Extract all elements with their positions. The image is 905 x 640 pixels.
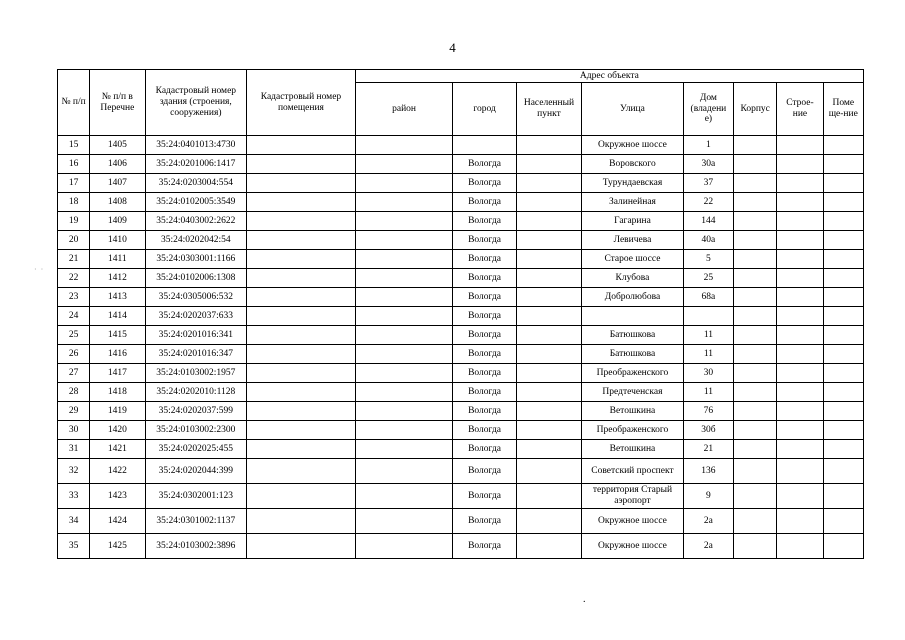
- cell-pomeshchenie: [823, 136, 863, 155]
- cell-city: [453, 136, 516, 155]
- cell-street: Добролюбова: [582, 288, 684, 307]
- cell-num: 29: [58, 402, 90, 421]
- cell-stroenie: [777, 231, 823, 250]
- cell-premises-cadastral: [247, 174, 356, 193]
- cell-num: 30: [58, 421, 90, 440]
- cell-district: [355, 212, 453, 231]
- cell-locality: [516, 383, 581, 402]
- cell-house: 40а: [683, 231, 733, 250]
- cell-premises-cadastral: [247, 136, 356, 155]
- cell-premises-cadastral: [247, 212, 356, 231]
- cell-korpus: [734, 174, 777, 193]
- cell-list-num: 1410: [90, 231, 145, 250]
- cell-korpus: [734, 193, 777, 212]
- cell-city: Вологда: [453, 364, 516, 383]
- cell-district: [355, 174, 453, 193]
- cell-city: Вологда: [453, 345, 516, 364]
- cell-pomeshchenie: [823, 269, 863, 288]
- cell-street: Старое шоссе: [582, 250, 684, 269]
- cell-street: Предтеченская: [582, 383, 684, 402]
- cell-locality: [516, 250, 581, 269]
- table-row: [58, 307, 864, 326]
- cell-locality: [516, 509, 581, 534]
- cell-street: Преображенского: [582, 421, 684, 440]
- cell-pomeshchenie: [823, 212, 863, 231]
- cell-locality: [516, 402, 581, 421]
- cell-num: 21: [58, 250, 90, 269]
- cell-city: Вологда: [453, 484, 516, 509]
- cell-stroenie: [777, 364, 823, 383]
- cell-korpus: [734, 326, 777, 345]
- cell-city: Вологда: [453, 174, 516, 193]
- cell-city: Вологда: [453, 326, 516, 345]
- cell-korpus: [734, 509, 777, 534]
- table-row: [58, 136, 864, 155]
- header-premises-cadastral: Кадастровый номер помещения: [247, 70, 356, 136]
- cell-street: Преображенского: [582, 364, 684, 383]
- header-locality: Населенный пункт: [516, 83, 581, 136]
- cell-premises-cadastral: [247, 402, 356, 421]
- cell-locality: [516, 136, 581, 155]
- cell-premises-cadastral: [247, 509, 356, 534]
- table-row: [58, 534, 864, 559]
- cell-city: Вологда: [453, 155, 516, 174]
- cell-street: Гагарина: [582, 212, 684, 231]
- cell-building-cadastral: 35:24:0403002:2622: [145, 212, 247, 231]
- cell-locality: [516, 269, 581, 288]
- cell-locality: [516, 231, 581, 250]
- table-row: [58, 364, 864, 383]
- registry-table: [57, 69, 864, 559]
- cell-list-num: 1408: [90, 193, 145, 212]
- cell-building-cadastral: 35:24:0201006:1417: [145, 155, 247, 174]
- cell-pomeshchenie: [823, 345, 863, 364]
- cell-list-num: 1425: [90, 534, 145, 559]
- cell-pomeshchenie: [823, 440, 863, 459]
- table-row: [58, 440, 864, 459]
- cell-num: 35: [58, 534, 90, 559]
- cell-korpus: [734, 155, 777, 174]
- cell-pomeshchenie: [823, 193, 863, 212]
- cell-premises-cadastral: [247, 269, 356, 288]
- cell-house: 21: [683, 440, 733, 459]
- table-row: [58, 383, 864, 402]
- cell-locality: [516, 421, 581, 440]
- cell-korpus: [734, 534, 777, 559]
- cell-district: [355, 364, 453, 383]
- cell-locality: [516, 288, 581, 307]
- cell-stroenie: [777, 174, 823, 193]
- table-row: [58, 345, 864, 364]
- cell-street: Ветошкина: [582, 402, 684, 421]
- cell-house: 144: [683, 212, 733, 231]
- cell-street: Клубова: [582, 269, 684, 288]
- cell-pomeshchenie: [823, 459, 863, 484]
- cell-korpus: [734, 269, 777, 288]
- cell-list-num: 1413: [90, 288, 145, 307]
- cell-city: Вологда: [453, 193, 516, 212]
- table-row: [58, 326, 864, 345]
- cell-city: Вологда: [453, 440, 516, 459]
- cell-premises-cadastral: [247, 288, 356, 307]
- cell-stroenie: [777, 509, 823, 534]
- cell-district: [355, 534, 453, 559]
- cell-pomeshchenie: [823, 534, 863, 559]
- cell-district: [355, 250, 453, 269]
- cell-premises-cadastral: [247, 440, 356, 459]
- cell-locality: [516, 534, 581, 559]
- cell-locality: [516, 364, 581, 383]
- cell-stroenie: [777, 421, 823, 440]
- cell-locality: [516, 193, 581, 212]
- cell-building-cadastral: 35:24:0401013:4730: [145, 136, 247, 155]
- cell-house: 11: [683, 345, 733, 364]
- cell-house: 2а: [683, 509, 733, 534]
- cell-building-cadastral: 35:24:0301002:1137: [145, 509, 247, 534]
- cell-pomeshchenie: [823, 326, 863, 345]
- cell-district: [355, 155, 453, 174]
- cell-building-cadastral: 35:24:0202044:399: [145, 459, 247, 484]
- cell-house: 22: [683, 193, 733, 212]
- cell-pomeshchenie: [823, 174, 863, 193]
- cell-list-num: 1411: [90, 250, 145, 269]
- cell-stroenie: [777, 345, 823, 364]
- cell-pomeshchenie: [823, 402, 863, 421]
- cell-list-num: 1422: [90, 459, 145, 484]
- cell-street: Ветошкина: [582, 440, 684, 459]
- cell-street: Советский проспект: [582, 459, 684, 484]
- cell-building-cadastral: 35:24:0102006:1308: [145, 269, 247, 288]
- cell-premises-cadastral: [247, 421, 356, 440]
- cell-street: Турундаевская: [582, 174, 684, 193]
- cell-pomeshchenie: [823, 155, 863, 174]
- cell-korpus: [734, 212, 777, 231]
- cell-building-cadastral: 35:24:0202025:455: [145, 440, 247, 459]
- cell-list-num: 1405: [90, 136, 145, 155]
- header-list-num: № п/п в Перечне: [90, 70, 145, 136]
- cell-list-num: 1424: [90, 509, 145, 534]
- cell-locality: [516, 484, 581, 509]
- cell-house: 30б: [683, 421, 733, 440]
- cell-building-cadastral: 35:24:0303001:1166: [145, 250, 247, 269]
- cell-stroenie: [777, 250, 823, 269]
- cell-district: [355, 326, 453, 345]
- cell-premises-cadastral: [247, 231, 356, 250]
- table-row: [58, 288, 864, 307]
- footer-dot: .: [583, 594, 586, 605]
- cell-list-num: 1407: [90, 174, 145, 193]
- cell-building-cadastral: 35:24:0103002:3896: [145, 534, 247, 559]
- cell-korpus: [734, 383, 777, 402]
- cell-num: 16: [58, 155, 90, 174]
- cell-list-num: 1415: [90, 326, 145, 345]
- header-street: Улица: [582, 83, 684, 136]
- cell-house: 1: [683, 136, 733, 155]
- cell-premises-cadastral: [247, 364, 356, 383]
- cell-list-num: 1421: [90, 440, 145, 459]
- table-row: [58, 269, 864, 288]
- cell-num: 31: [58, 440, 90, 459]
- cell-street: Левичева: [582, 231, 684, 250]
- cell-locality: [516, 212, 581, 231]
- table-row: [58, 193, 864, 212]
- cell-district: [355, 459, 453, 484]
- header-pomeshchenie: Поме ще-ние: [823, 83, 863, 136]
- table-row: [58, 509, 864, 534]
- cell-num: 23: [58, 288, 90, 307]
- table-row: [58, 459, 864, 484]
- cell-district: [355, 402, 453, 421]
- cell-house: 30а: [683, 155, 733, 174]
- header-address-group: Адрес объекта: [355, 70, 863, 83]
- cell-building-cadastral: 35:24:0201016:341: [145, 326, 247, 345]
- header-district: район: [355, 83, 453, 136]
- cell-pomeshchenie: [823, 383, 863, 402]
- cell-house: 11: [683, 326, 733, 345]
- cell-city: Вологда: [453, 459, 516, 484]
- cell-premises-cadastral: [247, 484, 356, 509]
- cell-list-num: 1423: [90, 484, 145, 509]
- cell-list-num: 1412: [90, 269, 145, 288]
- cell-city: Вологда: [453, 383, 516, 402]
- cell-district: [355, 231, 453, 250]
- cell-stroenie: [777, 288, 823, 307]
- cell-num: 25: [58, 326, 90, 345]
- cell-city: Вологда: [453, 212, 516, 231]
- cell-city: Вологда: [453, 509, 516, 534]
- cell-stroenie: [777, 459, 823, 484]
- cell-locality: [516, 307, 581, 326]
- cell-stroenie: [777, 155, 823, 174]
- cell-pomeshchenie: [823, 484, 863, 509]
- header-korpus: Корпус: [734, 83, 777, 136]
- header-stroenie: Строе-ние: [777, 83, 823, 136]
- cell-street: [582, 307, 684, 326]
- cell-building-cadastral: 35:24:0202042:54: [145, 231, 247, 250]
- cell-house: 2а: [683, 534, 733, 559]
- cell-pomeshchenie: [823, 288, 863, 307]
- cell-house: 30: [683, 364, 733, 383]
- table-row: [58, 174, 864, 193]
- cell-num: 32: [58, 459, 90, 484]
- cell-street: Окружное шоссе: [582, 136, 684, 155]
- cell-building-cadastral: 35:24:0201016:347: [145, 345, 247, 364]
- cell-locality: [516, 326, 581, 345]
- cell-city: Вологда: [453, 288, 516, 307]
- cell-street: Окружное шоссе: [582, 534, 684, 559]
- cell-city: Вологда: [453, 250, 516, 269]
- cell-num: 22: [58, 269, 90, 288]
- cell-list-num: 1418: [90, 383, 145, 402]
- cell-korpus: [734, 307, 777, 326]
- cell-num: 19: [58, 212, 90, 231]
- cell-building-cadastral: 35:24:0202010:1128: [145, 383, 247, 402]
- page-number: 4: [449, 40, 456, 55]
- cell-stroenie: [777, 326, 823, 345]
- cell-premises-cadastral: [247, 383, 356, 402]
- cell-locality: [516, 440, 581, 459]
- cell-street: Окружное шоссе: [582, 509, 684, 534]
- cell-district: [355, 484, 453, 509]
- cell-korpus: [734, 484, 777, 509]
- cell-district: [355, 307, 453, 326]
- cell-city: Вологда: [453, 402, 516, 421]
- cell-stroenie: [777, 534, 823, 559]
- cell-stroenie: [777, 136, 823, 155]
- cell-num: 24: [58, 307, 90, 326]
- cell-premises-cadastral: [247, 307, 356, 326]
- cell-stroenie: [777, 484, 823, 509]
- table-row: [58, 250, 864, 269]
- cell-building-cadastral: 35:24:0103002:2300: [145, 421, 247, 440]
- table-row: [58, 212, 864, 231]
- cell-num: 28: [58, 383, 90, 402]
- cell-building-cadastral: 35:24:0305006:532: [145, 288, 247, 307]
- cell-city: Вологда: [453, 269, 516, 288]
- cell-house: [683, 307, 733, 326]
- table-row: [58, 421, 864, 440]
- cell-house: 68а: [683, 288, 733, 307]
- header-city: город: [453, 83, 516, 136]
- cell-stroenie: [777, 402, 823, 421]
- cell-house: 5: [683, 250, 733, 269]
- cell-list-num: 1420: [90, 421, 145, 440]
- cell-korpus: [734, 231, 777, 250]
- cell-district: [355, 193, 453, 212]
- cell-korpus: [734, 136, 777, 155]
- cell-list-num: 1406: [90, 155, 145, 174]
- cell-stroenie: [777, 269, 823, 288]
- table-body: [58, 136, 864, 559]
- cell-pomeshchenie: [823, 250, 863, 269]
- cell-building-cadastral: 35:24:0202037:633: [145, 307, 247, 326]
- cell-district: [355, 269, 453, 288]
- cell-locality: [516, 345, 581, 364]
- cell-premises-cadastral: [247, 155, 356, 174]
- cell-district: [355, 136, 453, 155]
- cell-korpus: [734, 288, 777, 307]
- cell-city: Вологда: [453, 421, 516, 440]
- cell-korpus: [734, 459, 777, 484]
- cell-house: 9: [683, 484, 733, 509]
- table-row: [58, 155, 864, 174]
- cell-building-cadastral: 35:24:0202037:599: [145, 402, 247, 421]
- cell-list-num: 1419: [90, 402, 145, 421]
- cell-premises-cadastral: [247, 534, 356, 559]
- cell-building-cadastral: 35:24:0102005:3549: [145, 193, 247, 212]
- table-row: [58, 402, 864, 421]
- cell-pomeshchenie: [823, 421, 863, 440]
- cell-locality: [516, 459, 581, 484]
- cell-building-cadastral: 35:24:0203004:554: [145, 174, 247, 193]
- margin-mark: · ·: [34, 265, 45, 274]
- cell-street: Батюшкова: [582, 345, 684, 364]
- cell-pomeshchenie: [823, 509, 863, 534]
- cell-pomeshchenie: [823, 364, 863, 383]
- cell-house: 76: [683, 402, 733, 421]
- cell-district: [355, 421, 453, 440]
- cell-house: 37: [683, 174, 733, 193]
- table-row: [58, 231, 864, 250]
- cell-district: [355, 440, 453, 459]
- cell-num: 27: [58, 364, 90, 383]
- cell-city: Вологда: [453, 307, 516, 326]
- cell-locality: [516, 174, 581, 193]
- cell-stroenie: [777, 440, 823, 459]
- cell-building-cadastral: 35:24:0302001:123: [145, 484, 247, 509]
- header-building-cadastral: Кадастровый номер здания (строения, сооружения): [145, 70, 247, 136]
- cell-pomeshchenie: [823, 231, 863, 250]
- cell-list-num: 1414: [90, 307, 145, 326]
- cell-locality: [516, 155, 581, 174]
- cell-stroenie: [777, 383, 823, 402]
- cell-stroenie: [777, 212, 823, 231]
- cell-list-num: 1417: [90, 364, 145, 383]
- cell-premises-cadastral: [247, 326, 356, 345]
- table-row: [58, 484, 864, 509]
- cell-premises-cadastral: [247, 345, 356, 364]
- cell-korpus: [734, 402, 777, 421]
- cell-korpus: [734, 250, 777, 269]
- cell-korpus: [734, 345, 777, 364]
- cell-korpus: [734, 421, 777, 440]
- cell-num: 18: [58, 193, 90, 212]
- cell-stroenie: [777, 193, 823, 212]
- cell-num: 17: [58, 174, 90, 193]
- cell-house: 136: [683, 459, 733, 484]
- cell-premises-cadastral: [247, 250, 356, 269]
- cell-district: [355, 345, 453, 364]
- cell-stroenie: [777, 307, 823, 326]
- cell-num: 26: [58, 345, 90, 364]
- cell-list-num: 1416: [90, 345, 145, 364]
- cell-building-cadastral: 35:24:0103002:1957: [145, 364, 247, 383]
- header-house: Дом (владени е): [683, 83, 733, 136]
- cell-district: [355, 509, 453, 534]
- cell-city: Вологда: [453, 534, 516, 559]
- cell-premises-cadastral: [247, 193, 356, 212]
- cell-street: Батюшкова: [582, 326, 684, 345]
- cell-korpus: [734, 364, 777, 383]
- cell-street: Залинейная: [582, 193, 684, 212]
- cell-num: 20: [58, 231, 90, 250]
- cell-street: Воровского: [582, 155, 684, 174]
- cell-premises-cadastral: [247, 459, 356, 484]
- cell-street: территория Старый аэропорт: [582, 484, 684, 509]
- cell-list-num: 1409: [90, 212, 145, 231]
- cell-district: [355, 383, 453, 402]
- cell-num: 33: [58, 484, 90, 509]
- cell-num: 15: [58, 136, 90, 155]
- cell-city: Вологда: [453, 231, 516, 250]
- cell-korpus: [734, 440, 777, 459]
- cell-district: [355, 288, 453, 307]
- cell-num: 34: [58, 509, 90, 534]
- header-num: № п/п: [58, 70, 90, 136]
- cell-house: 25: [683, 269, 733, 288]
- cell-house: 11: [683, 383, 733, 402]
- cell-pomeshchenie: [823, 307, 863, 326]
